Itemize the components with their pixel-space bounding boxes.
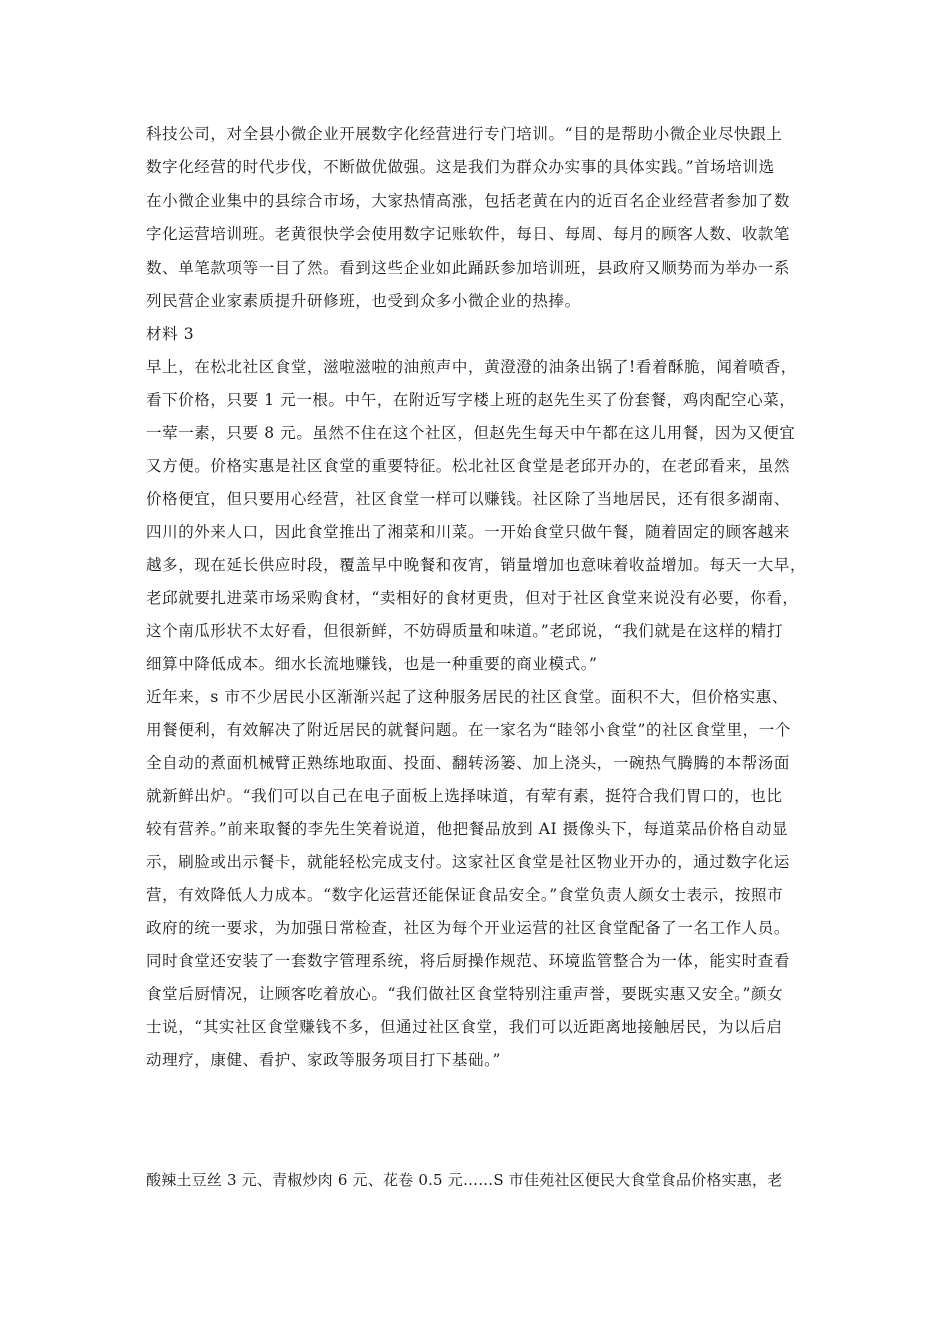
text-line: 科技公司，对全县小微企业开展数字化经营进行专门培训。“目的是帮助小微企业尽快跟上	[146, 125, 783, 143]
text-line: 这个南瓜形状不太好看，但很新鲜，不妨碍质量和味道。”老邱说，“我们就是在这样的精打	[146, 622, 784, 640]
section-heading: 材料 3	[146, 325, 195, 343]
text-line: 价格便宜，但只要用心经营，社区食堂一样可以赚钱。社区除了当地居民，还有很多湖南、	[146, 490, 791, 508]
text-line: 在小微企业集中的县综合市场，大家热情高涨，包括老黄在内的近百名企业经营者参加了数	[146, 192, 791, 210]
text-line: 就新鲜出炉。“我们可以自己在电子面板上选择味道，有荤有素，挺符合我们胃口的，也比	[146, 787, 783, 805]
text-line: 看下价格，只要 1 元一根。中午，在附近写字楼上班的赵先生买了份套餐，鸡肉配空心菜，	[146, 391, 796, 409]
text-line: 列民营企业家素质提升研修班，也受到众多小微企业的热捧。	[146, 292, 581, 310]
text-line: 字化运营培训班。老黄很快学会使用数字记账软件，每日、每周、每月的顾客人数、收款笔	[146, 225, 791, 243]
text-line: 老邱就要扎进菜市场采购食材，“卖相好的食材更贵，但对于社区食堂来说没有必要，你看，	[146, 589, 799, 607]
text-line: 政府的统一要求，为加强日常检查，社区为每个开业运营的社区食堂配备了一名工作人员。	[146, 919, 791, 937]
text-line: 早上，在松北社区食堂，滋啦滋啦的油煎声中，黄澄澄的油条出锅了!看着酥脆，闻着喷香，	[146, 358, 797, 376]
text-line: 士说，“其实社区食堂赚钱不多，但通过社区食堂，我们可以近距离地接触居民，为以后启	[146, 1018, 783, 1036]
text-line: 一荤一素，只要 8 元。虽然不住在这个社区，但赵先生每天中午都在这儿用餐，因为又便宜	[146, 424, 796, 442]
text-line: 数字化经营的时代步伐，不断做优做强。这是我们为群众办实事的具体实践。”首场培训选	[146, 158, 775, 176]
text-line: 同时食堂还安装了一套数字管理系统，将后厨操作规范、环境监管整合为一体，能实时查看	[146, 952, 791, 970]
text-line: 酸辣土豆丝 3 元、青椒炒肉 6 元、花卷 0.5 元……S 市佳苑社区便民大食堂食品价格实惠，老	[146, 1171, 783, 1189]
text-line: 较有营养。”前来取餐的李先生笑着说道，他把餐品放到 AI 摄像头下，每道菜品价格自动显	[146, 820, 789, 838]
text-line: 越多，现在延长供应时段，覆盖早中晚餐和夜宵，销量增加也意味着收益增加。每天一大早，	[146, 556, 807, 574]
text-line: 示，刷脸或出示餐卡，就能轻松完成支付。这家社区食堂是社区物业开办的，通过数字化运	[146, 853, 791, 871]
text-line: 全自动的煮面机械臂正熟练地取面、投面、翻转汤篓、加上浇头，一碗热气腾腾的本帮汤面	[146, 754, 791, 772]
text-line: 食堂后厨情况，让顾客吃着放心。“我们做社区食堂特别注重声誉，要既实惠又安全。”颜女	[146, 985, 784, 1003]
text-line: 营，有效降低人力成本。“数字化运营还能保证食品安全。”食堂负责人颜女士表示，按照市	[146, 886, 784, 904]
text-line: 四川的外来人口，因此食堂推出了湘菜和川菜。一开始食堂只做午餐，随着固定的顾客越来	[146, 523, 791, 541]
text-line: 又方便。价格实惠是社区食堂的重要特征。松北社区食堂是老邱开办的，在老邱看来，虽然	[146, 457, 791, 475]
text-line: 近年来，s 市不少居民小区渐渐兴起了这种服务居民的社区食堂。面积不大，但价格实惠、	[146, 688, 788, 706]
text-line: 动理疗，康健、看护、家政等服务项目打下基础。”	[146, 1051, 501, 1069]
text-line: 数、单笔款项等一目了然。看到这些企业如此踊跃参加培训班，县政府又顺势而为举办一系	[146, 259, 791, 277]
text-line: 用餐便利，有效解决了附近居民的就餐问题。在一家名为“睦邻小食堂”的社区食堂里，一个	[146, 721, 791, 739]
text-line: 细算中降低成本。细水长流地赚钱，也是一种重要的商业模式。”	[146, 655, 598, 673]
